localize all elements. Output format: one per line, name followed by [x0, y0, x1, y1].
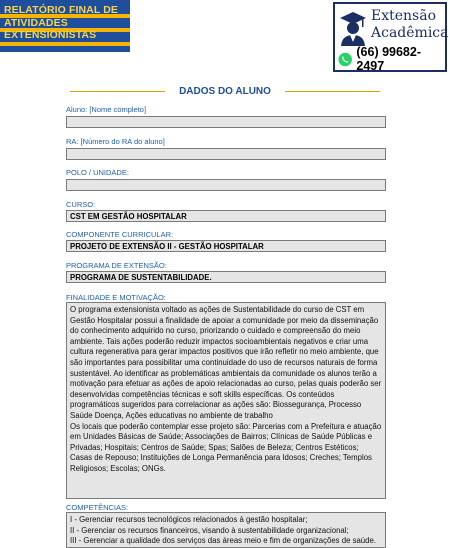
- competencia-item: II - Gerenciar os recursos financeiros, visando à sustentabilidade organizacional;: [70, 525, 349, 535]
- competencias-textarea[interactable]: [66, 512, 386, 548]
- ra-label: RA: [Número do RA do aluno]: [66, 137, 165, 146]
- whatsapp-icon: [338, 52, 352, 67]
- componente-field[interactable]: PROJETO DE EXTENSÃO II - GESTÃO HOSPITALAR: [66, 240, 386, 252]
- finalidade-paragraph: Os locais que poderão contemplar esse projeto são: Parcerias com a Prefeitura e atuação em Unidades Básicas de Saúde; Associações de Bairros; Clínicas de Saúde Públicas e Privadas; Hospitais; Centros de Saúde; Spas; Salões de Beleza; Centros Estéticos; Casas de Repouso; Instituições de Longa Permanência para Idosos; Creches; Templos Religiosos; Escolas; ONGs.: [70, 421, 382, 473]
- competencia-item: I - Gerenciar recursos tecnológicos relacionados à gestão hospitalar;: [70, 515, 308, 524]
- brand-logo: [333, 2, 447, 72]
- brand-name: Extensão Acadêmica: [371, 8, 449, 41]
- section-header: [70, 84, 380, 100]
- aluno-field[interactable]: [66, 116, 386, 128]
- finalidade-label: FINALIDADE E MOTIVAÇÃO:: [66, 293, 166, 302]
- competencia-item: III - Gerenciar a qualidade dos serviços das áreas meio e fim de organizações de saúde.: [70, 536, 376, 546]
- graduate-icon: [338, 9, 368, 47]
- section-title: DADOS DO ALUNO: [179, 86, 271, 97]
- aluno-label: Aluno: [Nome completo]: [66, 105, 147, 114]
- programa-label: PROGRAMA DE EXTENSÃO:: [66, 261, 167, 270]
- polo-field[interactable]: [66, 179, 386, 191]
- programa-field[interactable]: PROGRAMA DE SUSTENTABILIDADE.: [66, 271, 386, 283]
- competencias-label: COMPETÊNCIAS:: [66, 503, 129, 512]
- curso-label: CURSO:: [66, 200, 96, 209]
- finalidade-paragraph: O programa extensionista voltado as ações de Sustentabilidade do curso de CST em Gestão Hospitalar possui a finalidade de apoiar a comunidade por meio da disseminação do conhecimento adquirido no curso, priorizando o cuidado e compreensão do meio ambiente. Tais ações poderão reduzir impactos socioambientais negativos e criar uma cultura regenerativa para gerar impactos positivos que irão refletir no meio ambiente, que são importantes para possibilitar uma continuidade do uso de recursos naturais de forma sustentável. Ao identificar as problemáticas ambientais da comunidade os alunos terão a motivação para efetuar as ações de apoio relacionadas ao curso, pelas quais poderão ser desenvolvidas competências técnicas e soft skills específicas. Os conteúdos programáticos sugeridos para correlacionar as ações são: Biossegurança, Processo Saúde Doença, Ações educativas no ambiente de trabalho: [70, 305, 382, 420]
- finalidade-textarea[interactable]: [66, 302, 386, 499]
- header-banner: [0, 0, 130, 52]
- report-title: RELATÓRIO FINAL DE ATIVIDADES EXTENSIONISTAS: [4, 4, 118, 41]
- contact-phone: (66) 99682-2497: [338, 51, 445, 67]
- banner-accent-stripe: [0, 42, 130, 46]
- curso-field[interactable]: CST EM GESTÃO HOSPITALAR: [66, 210, 386, 222]
- componente-label: COMPONENTE CURRICULAR:: [66, 230, 174, 239]
- polo-label: POLO / UNIDADE:: [66, 168, 129, 177]
- ra-field[interactable]: [66, 148, 386, 160]
